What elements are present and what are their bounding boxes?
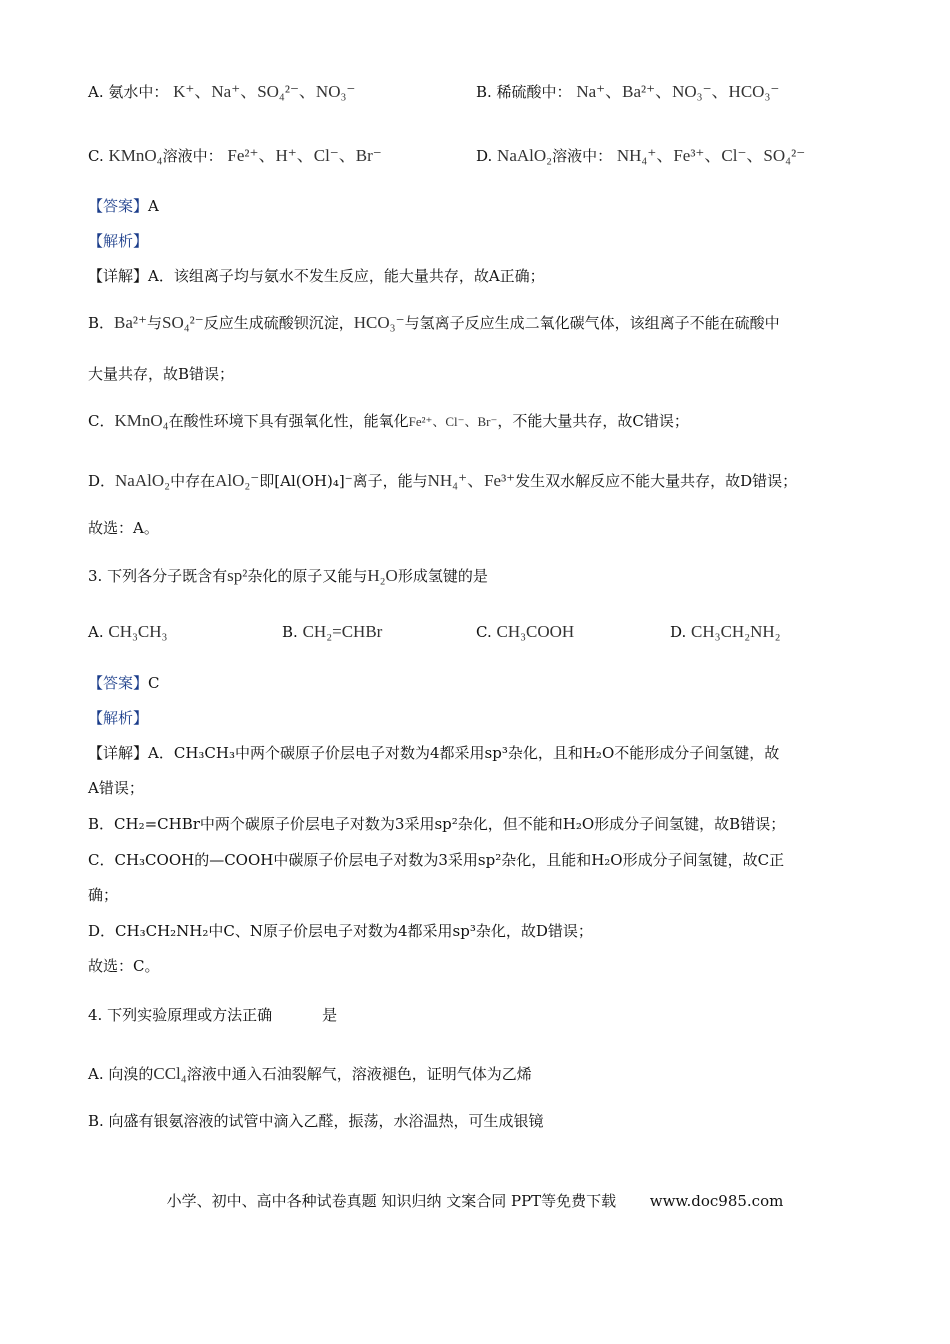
q2-option-d-ions: NH₄⁺、Fe³⁺、Cl⁻、SO₄²⁻ (616, 146, 806, 165)
q3-detail-c-cont: 确； (88, 886, 119, 904)
q3-option-b: B. CH₂=CHBr (282, 622, 383, 641)
q2-option-a: A. 氨水中： K⁺、Na⁺、SO₄²⁻、NO₃⁻ (88, 82, 356, 101)
q2-option-b: B. 稀硫酸中： Na⁺、Ba²⁺、NO₃⁻、HCO₃⁻ (476, 82, 780, 101)
q2-conclusion: 故选：A。 (88, 519, 159, 537)
q2-analysis-heading: 【解析】 (88, 232, 149, 250)
page-footer (0, 1190, 950, 1211)
footer-url[interactable]: www.doc985.com (649, 1192, 784, 1210)
q2-detail-c: C．KMnO₄在酸性环境下具有强氧化性，能氧化Fe²⁺、Cl⁻、Br⁻，不能大量共存，故C错误； (88, 411, 689, 430)
footer-text: 小学、初中、高中各种试卷真题 知识归纳 文案合同 PPT等免费下载 (166, 1192, 617, 1210)
q4-option-b: B. 向盛有银氨溶液的试管中滴入乙醛，振荡，水浴温热，可生成银镜 (88, 1112, 544, 1130)
q3-stem: 3. 下列各分子既含有sp²杂化的原子又能与H₂O形成氢键的是 (88, 566, 488, 585)
q3-detail-c: C．CH₃COOH的—COOH中碳原子价层电子对数为3采用sp²杂化，且能和H₂O形成分子间氢键，故C正 (88, 851, 785, 869)
q2-answer: 【答案】A (88, 197, 159, 215)
q4-option-a: A. 向溴的CCl₄溶液中通入石油裂解气，溶液褪色，证明气体为乙烯 (88, 1064, 532, 1083)
q2-option-c-ions: Fe²⁺、H⁺、Cl⁻、Br⁻ (227, 146, 382, 165)
q3-analysis-heading: 【解析】 (88, 709, 149, 727)
q2-option-a-ions: K⁺、Na⁺、SO₄²⁻、NO₃⁻ (173, 82, 356, 101)
q2-detail-b: B．Ba²⁺与SO₄²⁻反应生成硫酸钡沉淀，HCO₃⁻与氢离子反应生成二氧化碳气体，该组离子不能在硫酸中 (88, 313, 780, 332)
q3-conclusion: 故选：C。 (88, 957, 160, 975)
q2-detail-b-cont: 大量共存，故B错误； (88, 365, 235, 383)
q3-detail-d: D．CH₃CH₂NH₂中C、N原子价层电子对数为4都采用sp³杂化，故D错误； (88, 922, 593, 940)
q2-detail-a: 【详解】A．该组离子均与氨水不发生反应，能大量共存，故A正确； (88, 267, 545, 285)
q2-option-b-ions: Na⁺、Ba²⁺、NO₃⁻、HCO₃⁻ (576, 82, 780, 101)
q2-detail-d: D．NaAlO₂中存在AlO₂⁻即[Al(OH)₄]⁻离子，能与NH₄⁺、Fe³⁺发生双水解反应不能大量共存，故D错误； (88, 471, 798, 490)
q3-answer: 【答案】C (88, 674, 160, 692)
q3-option-a: A. CH₃CH₃ (88, 622, 168, 641)
q3-detail-a-cont: A错误； (88, 779, 144, 797)
q3-detail-a: 【详解】A．CH₃CH₃中两个碳原子价层电子对数为4都采用sp³杂化，且和H₂O不能形成分子间氢键，故 (88, 744, 780, 762)
q2-option-c: C. KMnO₄溶液中： Fe²⁺、H⁺、Cl⁻、Br⁻ (88, 146, 382, 165)
q3-option-c: C. CH₃COOH (476, 622, 575, 641)
q4-stem: 4. 下列实验原理或方法正确 是 (88, 1006, 338, 1024)
q3-detail-b: B．CH₂=CHBr中两个碳原子价层电子对数为3采用sp²杂化，但不能和H₂O形成分子间氢键，故B错误； (88, 815, 786, 833)
q2-option-d: D. NaAlO₂溶液中： NH₄⁺、Fe³⁺、Cl⁻、SO₄²⁻ (476, 146, 806, 165)
q3-option-d: D. CH₃CH₂NH₂ (670, 622, 781, 641)
